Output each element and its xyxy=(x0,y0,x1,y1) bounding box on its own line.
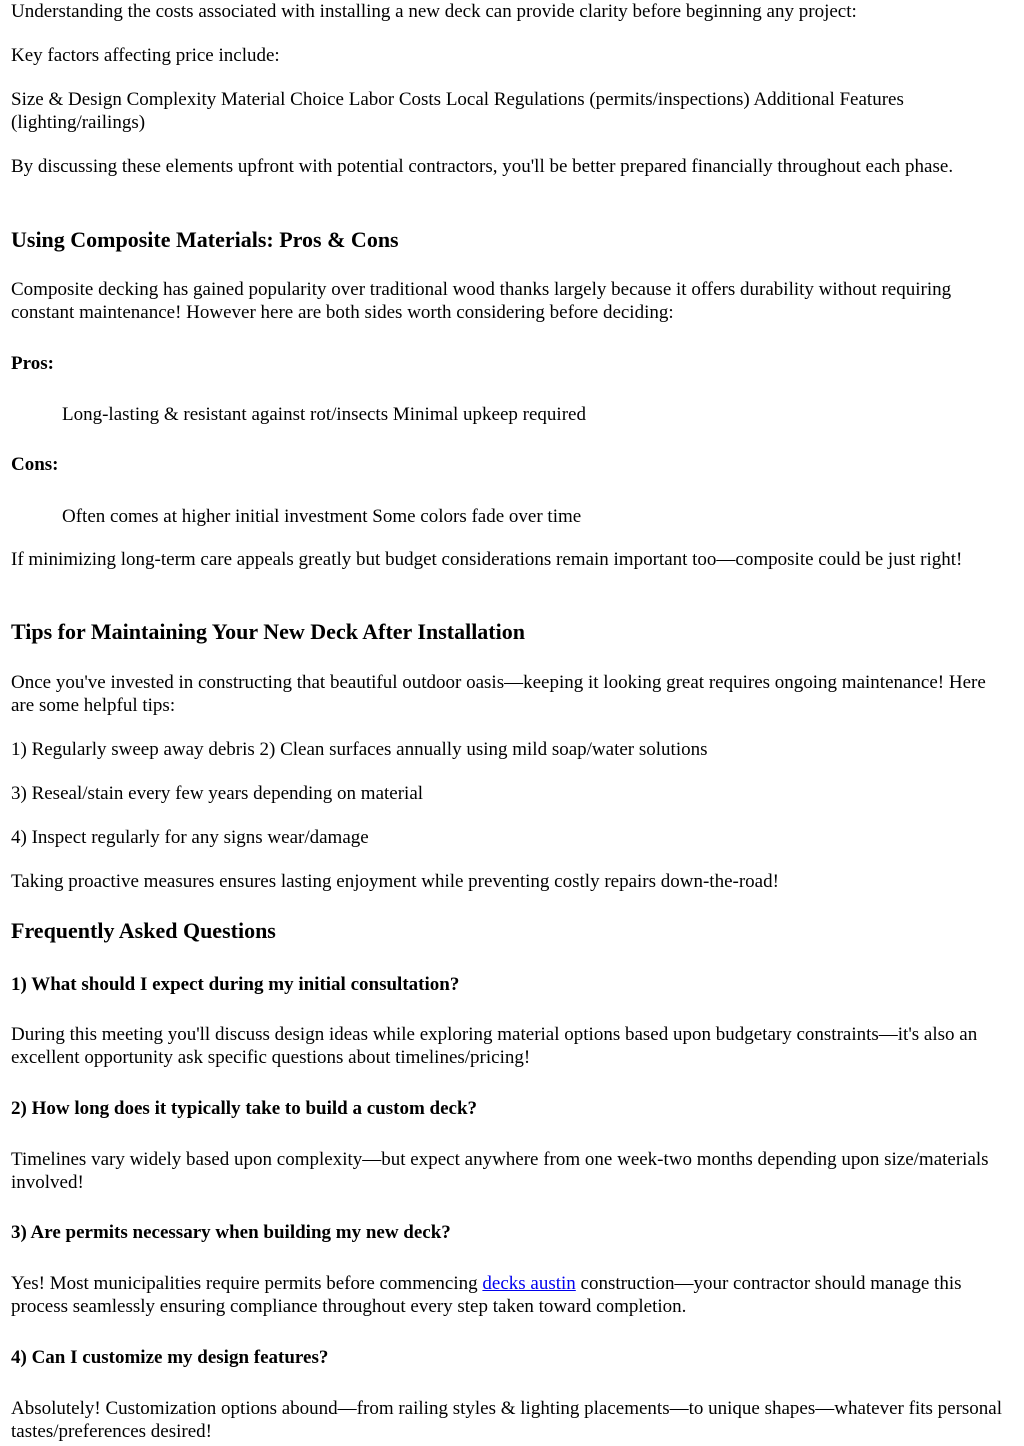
pros-label: Pros: xyxy=(11,353,54,374)
faq-answer-3 xyxy=(11,1272,1011,1318)
faq-answer-3-after: construction—your contractor should manage this process seamlessly ensuring compliance throughout every step taken toward completion. xyxy=(11,1273,962,1317)
faq-answer-2: Timelines vary widely based upon complexity—but expect anywhere from one week-two months depending upon size/materials involved! xyxy=(11,1149,989,1193)
faq-question-3: 3) Are permits necessary when building my new deck? xyxy=(11,1222,451,1243)
intro-paragraph: Understanding the costs associated with installing a new deck can provide clarity before beginning any project: xyxy=(11,1,857,22)
key-factors-list: Size & Design Complexity Material Choice Labor Costs Local Regulations (permits/inspections) Additional Features (lighting/railings) xyxy=(11,89,904,133)
faq-heading: Frequently Asked Questions xyxy=(11,918,276,943)
faq-answer-3-before: Yes! Most municipalities require permits before commencing xyxy=(11,1273,483,1294)
faq-question-2: 2) How long does it typically take to build a custom deck? xyxy=(11,1098,478,1119)
tip-line-2: 3) Reseal/stain every few years depending on material xyxy=(11,783,424,804)
faq-question-1: 1) What should I expect during my initial consultation? xyxy=(11,974,460,995)
faq-answer-1: During this meeting you'll discuss design ideas while exploring material options based upon budgetary constraints—it's also an excellent opportunity ask specific questions about timelines/pricing! xyxy=(11,1024,978,1068)
faq-answer-4: Absolutely! Customization options abound—from railing styles & lighting placements—to unique shapes—whatever fits personal tastes/preferences desired! xyxy=(11,1398,1003,1442)
key-factors-label: Key factors affecting price include: xyxy=(11,45,280,66)
faq-question-4: 4) Can I customize my design features? xyxy=(11,1347,329,1368)
tip-line-1: 1) Regularly sweep away debris 2) Clean surfaces annually using mild soap/water solutions xyxy=(11,739,708,760)
tips-intro: Once you've invested in constructing that beautiful outdoor oasis—keeping it looking great requires ongoing maintenance! Here are some helpful tips: xyxy=(11,672,986,716)
tips-heading: Tips for Maintaining Your New Deck After Installation xyxy=(11,619,525,644)
tip-line-3: 4) Inspect regularly for any signs wear/damage xyxy=(11,827,369,848)
composite-conclusion: If minimizing long-term care appeals greatly but budget considerations remain important too—composite could be just right! xyxy=(11,549,963,570)
cons-list: Often comes at higher initial investment Some colors fade over time xyxy=(62,506,582,527)
pros-list: Long-lasting & resistant against rot/insects Minimal upkeep required xyxy=(62,404,586,425)
composite-intro: Composite decking has gained popularity over traditional wood thanks largely because it offers durability without requiring constant maintenance! However here are both sides worth considering before deciding: xyxy=(11,279,952,323)
cons-label: Cons: xyxy=(11,454,59,475)
composite-heading: Using Composite Materials: Pros & Cons xyxy=(11,227,399,252)
intro-conclusion: By discussing these elements upfront with potential contractors, you'll be better prepared financially throughout each phase. xyxy=(11,156,954,177)
tips-conclusion: Taking proactive measures ensures lasting enjoyment while preventing costly repairs down-the-road! xyxy=(11,871,779,892)
decks-austin-link[interactable]: decks austin xyxy=(482,1273,576,1294)
